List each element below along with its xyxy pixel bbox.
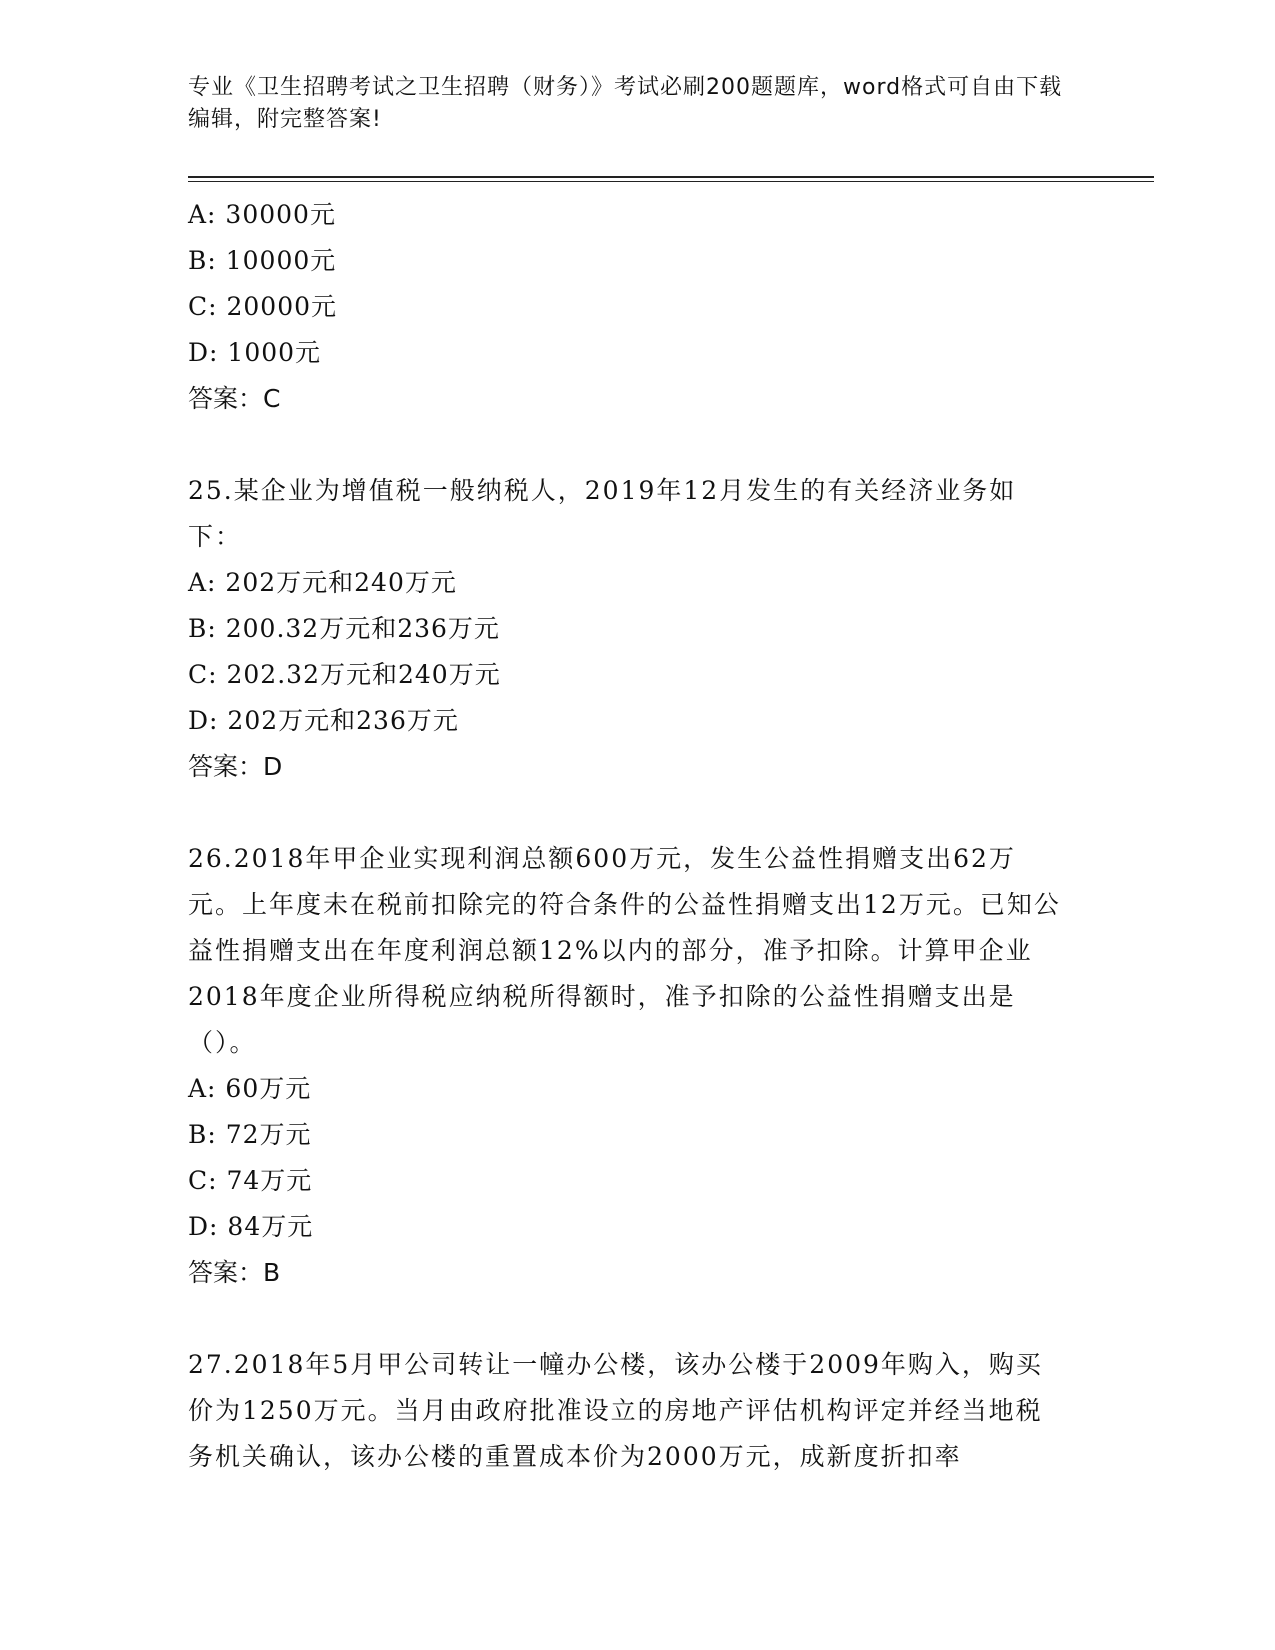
question-text: 25.某企业为增值税一般纳税人，2019年12月发生的有关经济业务如下： (188, 476, 1017, 551)
option-a: A: 30000元 (188, 200, 336, 229)
option-d: D: 1000元 (188, 338, 322, 367)
option-b: B: 72万元 (188, 1120, 312, 1149)
option-a: A: 60万元 (188, 1074, 312, 1103)
document-header: 专业《卫生招聘考试之卫生招聘（财务）》考试必刷200题题库，word格式可自由下载编辑，附完整答案! (188, 75, 1063, 132)
option-d: D: 202万元和236万元 (188, 706, 459, 735)
question-text: 26.2018年甲企业实现利润总额600万元，发生公益性捐赠支出62万元。上年度未在税前扣除完的符合条件的公益性捐赠支出12万元。已知公益性捐赠支出在年度利润总额12%以内的部分，准予扣除。计算甲企业2018年度企业所得税应纳税所得额时，准予扣除的公益性捐赠支出是（）。 (188, 844, 1061, 1057)
question-content (188, 192, 1088, 1480)
answer-line: 答案：D (188, 752, 283, 781)
option-c: C: 202.32万元和240万元 (188, 660, 501, 689)
answer-line: 答案：C (188, 384, 281, 413)
answer-line: 答案：B (188, 1258, 281, 1287)
option-b: B: 10000元 (188, 246, 337, 275)
option-b: B: 200.32万元和236万元 (188, 614, 500, 643)
header-divider (188, 176, 1154, 178)
option-a: A: 202万元和240万元 (188, 568, 457, 597)
option-c: C: 20000元 (188, 292, 338, 321)
header-divider-thin (188, 181, 1154, 182)
option-d: D: 84万元 (188, 1212, 314, 1241)
option-c: C: 74万元 (188, 1166, 313, 1195)
question-text: 27.2018年5月甲公司转让一幢办公楼，该办公楼于2009年购入，购买价为1250万元。当月由政府批准设立的房地产评估机构评定并经当地税务机关确认，该办公楼的重置成本价为2000万元，成新度折扣率 (188, 1350, 1043, 1471)
